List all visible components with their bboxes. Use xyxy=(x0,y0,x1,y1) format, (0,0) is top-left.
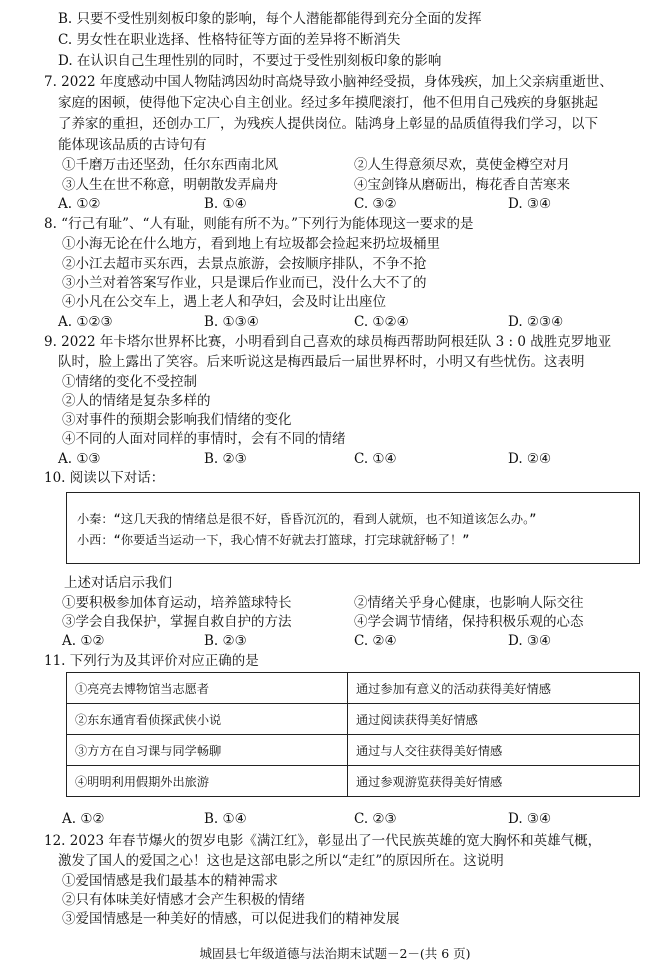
table-cell-behavior: ④明明利用假期外出旅游 xyxy=(67,766,348,797)
q8-option-d: D. ②③④ xyxy=(508,314,564,330)
q10-option-a: A. ①② xyxy=(62,633,105,649)
q10-item: ③学会自我保护，掌握自救自护的方法 xyxy=(62,614,292,630)
q8-item: ①小海无论在什么地方，看到地上有垃圾都会捡起来扔垃圾桶里 xyxy=(62,236,440,252)
q9-item: ③对事件的预期会影响我们情绪的变化 xyxy=(62,412,292,428)
q10-stem: 10. 阅读以下对话： xyxy=(44,470,165,486)
q10-item: ②情绪关乎身心健康，也影响人际交往 xyxy=(354,595,584,611)
q9-option-c: C. ①④ xyxy=(354,451,397,467)
q9-option-a: A. ①③ xyxy=(58,451,101,467)
q8-item: ③小兰对着答案写作业，只是课后作业而已，没什么大不了的 xyxy=(62,275,427,291)
page-footer: 城固县七年级道德与法治期末试题－2－(共 6 页) xyxy=(199,946,471,961)
q11-option-c: C. ②③ xyxy=(354,811,397,827)
q7-stem-line: 了养家的重担，还创办工厂，为残疾人提供岗位。陆鸿身上彰显的品质值得我们学习，以下 xyxy=(58,116,598,132)
q12-item: ②只有体味美好情感才会产生积极的情绪 xyxy=(62,892,305,908)
table-cell-behavior: ②东东通宵看侦探武侠小说 xyxy=(67,704,348,735)
q11-stem: 11. 下列行为及其评价对应正确的是 xyxy=(44,653,259,669)
q10-item: ④学会调节情绪，保持积极乐观的心态 xyxy=(354,614,584,630)
table-row xyxy=(67,735,640,766)
q8-item: ②小江去超市买东西，去景点旅游，会按顺序排队，不争不抢 xyxy=(62,256,427,272)
q8-option-b: B. ①③④ xyxy=(204,314,259,330)
q7-item: ④宝剑锋从磨砺出，梅花香自苦寒来 xyxy=(354,177,570,193)
q7-item: ①千磨万击还坚劲，任尔东西南北风 xyxy=(62,157,278,173)
q10-lead: 上述对话启示我们 xyxy=(64,575,172,591)
q7-stem-line: 7. 2022 年度感动中国人物陆鸿因幼时高烧导致小脑神经受损，身体残疾，加上父亲病重逝世、 xyxy=(44,74,613,90)
table-cell-evaluation: 通过参加有意义的活动获得美好情感 xyxy=(348,673,640,704)
q10-option-b: B. ②③ xyxy=(204,633,247,649)
q7-stem-line: 家庭的困顿，使得他下定决心自主创业。经过多年摸爬滚打，他不但用自己残疾的身躯挑起 xyxy=(58,95,598,111)
q11-table xyxy=(66,672,640,797)
q12-stem-line: 12. 2023 年春节爆火的贺岁电影《满江红》，彰显出了一代民族英雄的宽大胸怀和英雄气概， xyxy=(44,833,602,849)
table-cell-evaluation: 通过与人交往获得美好情感 xyxy=(348,735,640,766)
q7-option-a: A. ①② xyxy=(58,196,101,212)
q7-option-d: D. ③④ xyxy=(508,196,552,212)
dialog-box xyxy=(66,492,640,564)
q11-option-b: B. ①④ xyxy=(204,811,247,827)
table-cell-behavior: ③方方在自习课与同学畅聊 xyxy=(67,735,348,766)
dialog-line-xiaoqin: 小秦：“这几天我的情绪总是很不好，昏昏沉沉的，看到人就烦，也不知道该怎么办。” xyxy=(77,512,537,526)
q6-option-d: D. 在认识自己生理性别的同时，不要过于受性别刻板印象的影响 xyxy=(58,53,442,69)
q7-option-c: C. ③② xyxy=(354,196,397,212)
q9-item: ②人的情绪是复杂多样的 xyxy=(62,393,211,409)
table-row xyxy=(67,704,640,735)
q12-item: ①爱国情感是我们最基本的精神需求 xyxy=(62,873,278,889)
q12-stem-line: 激发了国人的爱国之心！这也是这部电影之所以“走红”的原因所在。这说明 xyxy=(58,853,504,869)
q9-option-b: B. ②③ xyxy=(204,451,247,467)
q10-option-c: C. ②④ xyxy=(354,633,397,649)
q9-item: ④不同的人面对同样的事情时，会有不同的情绪 xyxy=(62,431,346,447)
q9-stem-line: 9. 2022 年卡塔尔世界杯比赛，小明看到自己喜欢的球员梅西帮助阿根廷队 3 : 0 战胜克罗地亚 xyxy=(44,334,612,350)
q6-option-c: C. 男女性在职业选择、性格特征等方面的差异将不断消失 xyxy=(58,32,401,48)
q7-item: ②人生得意须尽欢，莫使金樽空对月 xyxy=(354,157,570,173)
q7-option-b: B. ①④ xyxy=(204,196,247,212)
q9-option-d: D. ②④ xyxy=(508,451,552,467)
q12-item: ③爱国情感是一种美好的情感，可以促进我们的精神发展 xyxy=(62,911,400,927)
dialog-line-xiaoxi: 小西：“你要适当运动一下，我心情不好就去打篮球，打完球就舒畅了！” xyxy=(77,533,470,547)
q8-item: ④小凡在公交车上，遇上老人和孕妇，会及时让出座位 xyxy=(62,294,386,310)
table-cell-evaluation: 通过参观游览获得美好情感 xyxy=(348,766,640,797)
q8-option-a: A. ①②③ xyxy=(58,314,113,330)
q8-option-c: C. ①②④ xyxy=(354,314,409,330)
q11-option-a: A. ①② xyxy=(62,811,105,827)
table-row xyxy=(67,673,640,704)
q9-stem-line: 队时，脸上露出了笑容。后来听说这是梅西最后一届世界杯时，小明又有些忧伤。这表明 xyxy=(58,354,585,370)
q10-option-d: D. ③④ xyxy=(508,633,552,649)
q7-item: ③人生在世不称意，明朝散发弄扁舟 xyxy=(62,177,278,193)
table-cell-behavior: ①亮亮去博物馆当志愿者 xyxy=(67,673,348,704)
q10-item: ①要积极参加体育运动，培养篮球特长 xyxy=(62,595,292,611)
q8-stem: 8. “行己有耻”、“人有耻，则能有所不为。”下列行为能体现这一要求的是 xyxy=(44,216,474,232)
table-row xyxy=(67,766,640,797)
q7-stem-line: 能体现该品质的古诗句有 xyxy=(58,137,207,153)
q6-option-b: B. 只要不受性别刻板印象的影响，每个人潜能都能得到充分全面的发挥 xyxy=(58,11,482,27)
q11-option-d: D. ③④ xyxy=(508,811,552,827)
table-cell-evaluation: 通过阅读获得美好情感 xyxy=(348,704,640,735)
q9-item: ①情绪的变化不受控制 xyxy=(62,374,197,390)
